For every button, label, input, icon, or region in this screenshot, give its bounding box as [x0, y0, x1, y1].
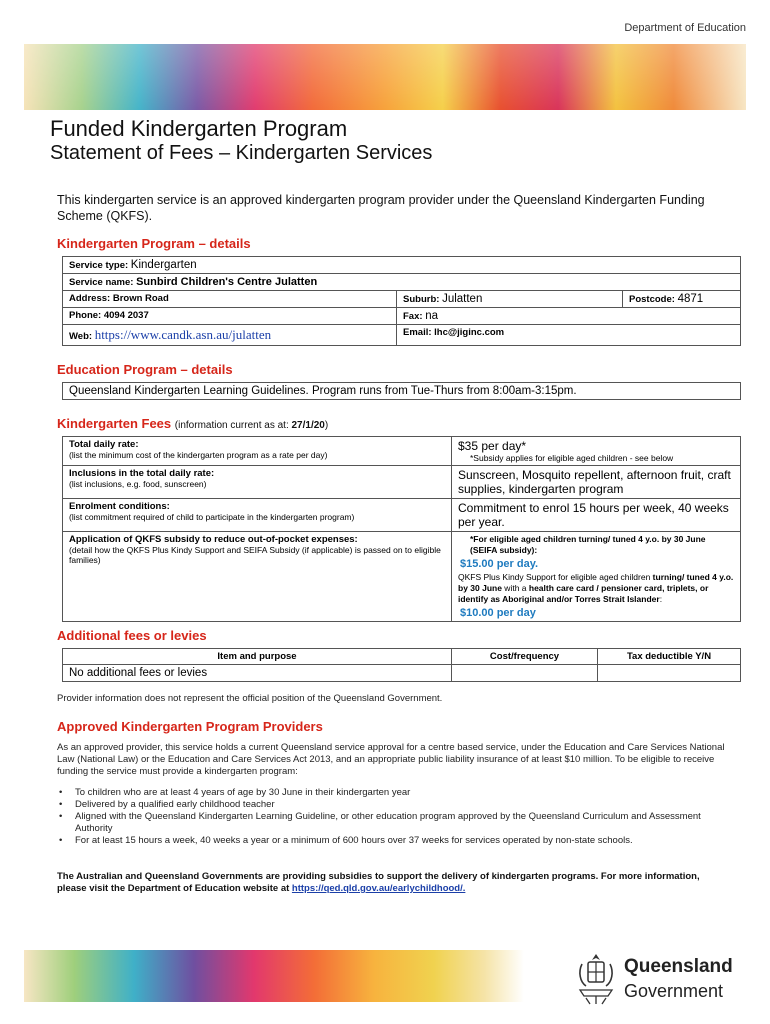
service-name-cell [63, 274, 741, 291]
fees-heading-text: Kindergarten Fees [57, 416, 172, 431]
daily-rate-value: $35 per day* [458, 439, 527, 453]
fax-label: Fax: [403, 311, 423, 322]
address-value: Brown Road [112, 293, 169, 304]
web-label: Web: [69, 331, 93, 342]
list-item: • To children who are at least 4 years of age by 30 June in their kindergarten year [57, 787, 725, 799]
program-details-table [62, 256, 741, 346]
suburb-cell [397, 291, 623, 308]
postcode-label: Postcode: [629, 294, 675, 305]
department-label: Department of Education [624, 22, 746, 34]
rainbow-banner-bottom-graphic [24, 950, 524, 1002]
education-program-table [62, 382, 741, 400]
education-website-link[interactable]: https://qed.qld.gov.au/earlychildhood/. [291, 883, 466, 894]
inclusions-cell [63, 466, 452, 499]
additional-cost [452, 665, 598, 682]
plus-text-5: : [659, 594, 663, 604]
page-title: Funded Kindergarten Program [50, 116, 348, 141]
logo-queensland-text: Queensland [624, 956, 733, 977]
postcode-cell [623, 291, 741, 308]
plus-text-2: turning/ tuned 4 y.o. by 30 June [458, 572, 734, 593]
fees-heading [57, 416, 328, 431]
daily-rate-note: *Subsidy applies for eligible aged children - see below [470, 453, 674, 463]
service-name-label: Service name: [69, 277, 134, 288]
additional-tax [598, 665, 741, 682]
education-program-text: Queensland Kindergarten Learning Guidelines. Program runs from Tue-Thurs from 8:00am-3:15pm. [63, 383, 741, 400]
fees-note [175, 420, 328, 431]
fax-value: na [425, 310, 438, 322]
daily-rate-label: Total daily rate: [69, 439, 139, 450]
subsidy-hint: (detail how the QKFS Plus Kindy Support and SEIFA Subsidy (if applicable) is passed on to eligible families) [69, 545, 441, 565]
inclusions-label: Inclusions in the total daily rate: [69, 468, 215, 479]
fees-note-prefix: (information current as at: [174, 420, 292, 431]
queensland-crest-icon [574, 950, 618, 1006]
web-cell [63, 325, 397, 346]
address-cell [63, 291, 397, 308]
plus-text [458, 572, 734, 605]
plus-text-3: with a [501, 583, 529, 593]
email-cell [397, 325, 741, 346]
rainbow-banner-bottom [24, 950, 524, 1002]
additional-fees-table [62, 648, 741, 682]
phone-label: Phone: [69, 310, 102, 321]
web-link[interactable]: https://www.candk.asn.au/julatten [94, 327, 272, 342]
enrolment-label: Enrolment conditions: [69, 501, 170, 512]
final-note [57, 871, 725, 895]
list-item: • Aligned with the Queensland Kindergarten Learning Guideline, or other education program approved by the Queensland Curriculum and Assessment Authority [57, 811, 725, 835]
plus-amount: $10.00 per day [460, 607, 536, 619]
phone-cell [63, 308, 397, 325]
education-program-heading: Education Program – details [57, 362, 233, 377]
email-value: lhc@jiginc.com [434, 327, 505, 338]
col-cost-frequency: Cost/frequency [452, 649, 598, 665]
enrolment-value: Commitment to enrol 15 hours per week, 40 weeks per year. [452, 499, 741, 532]
service-type-label: Service type: [69, 260, 129, 271]
fax-cell [397, 308, 741, 325]
plus-text-4: health care card / pensioner card, triplets, or identify as Aboriginal and/or Torres Strait Islander [458, 583, 709, 604]
providers-text: As an approved provider, this service holds a current Queensland service approval for a centre based service, under the Education and Care Services National Law (National Law) or the Education and Care Services Act 2013, and an appropriate public liability insurance of at least $10 million. To be eligible to receive funding the service must provide a kindergarten program: [57, 742, 725, 777]
list-item: • Delivered by a qualified early childhood teacher [57, 799, 725, 811]
subsidy-cell [63, 532, 452, 622]
queensland-government-logo [574, 950, 749, 1008]
rainbow-banner-graphic [24, 44, 746, 110]
additional-fees-heading: Additional fees or levies [57, 628, 207, 643]
rainbow-banner [24, 44, 746, 110]
providers-bullet-list [57, 787, 725, 847]
intro-text: This kindergarten service is an approved kindergarten program provider under the Queensland Kindergarten Funding Scheme (QKFS). [57, 193, 705, 223]
subsidy-label: Application of QKFS subsidy to reduce out-of-pocket expenses: [69, 534, 358, 545]
postcode-value: 4871 [677, 293, 704, 305]
phone-value: 4094 2037 [103, 310, 149, 321]
daily-rate-cell [63, 437, 452, 466]
suburb-value: Julatten [442, 293, 483, 305]
address-label: Address: [69, 293, 111, 304]
logo-government-text: Government [624, 981, 724, 1001]
inclusions-value: Sunscreen, Mosquito repellent, afternoon fruit, craft supplies, kindergarten program [452, 466, 741, 499]
page-subtitle: Statement of Fees – Kindergarten Services [50, 142, 433, 164]
service-name-value: Sunbird Children's Centre Julatten [136, 276, 318, 288]
program-details-heading: Kindergarten Program – details [57, 236, 251, 251]
enrolment-hint: (list commitment required of child to participate in the kindergarten program) [69, 512, 355, 522]
service-type-value: Kindergarten [130, 259, 197, 271]
disclaimer-text: Provider information does not represent the official position of the Queensland Government. [57, 693, 443, 704]
enrolment-cell [63, 499, 452, 532]
col-item-purpose: Item and purpose [63, 649, 452, 665]
plus-text-1: QKFS Plus Kindy Support for eligible aged children [458, 572, 653, 582]
fees-table [62, 436, 741, 622]
service-type-cell [63, 257, 741, 274]
suburb-label: Suburb: [403, 294, 440, 305]
seifa-text: *For eligible aged children turning/ tuned 4 y.o. by 30 June (SEIFA subsidy): [470, 534, 706, 555]
daily-rate-hint: (list the minimum cost of the kindergarten program as a rate per day) [69, 450, 328, 460]
additional-item: No additional fees or levies [63, 665, 452, 682]
list-item: • For at least 15 hours a week, 40 weeks a year or a minimum of 600 hours over 37 weeks for services operated by non-state schools. [57, 835, 725, 847]
providers-heading: Approved Kindergarten Program Providers [57, 719, 323, 734]
col-tax-deductible: Tax deductible Y/N [598, 649, 741, 665]
subsidy-value-cell [452, 532, 741, 622]
fees-note-date: 27/1/20 [291, 420, 325, 431]
fees-note-suffix: ) [324, 420, 329, 431]
email-label: Email: [403, 327, 432, 338]
daily-rate-value-cell [452, 437, 741, 466]
inclusions-hint: (list inclusions, e.g. food, sunscreen) [69, 479, 207, 489]
seifa-amount: $15.00 per day. [460, 558, 539, 570]
final-note-text: The Australian and Queensland Governments are providing subsidies to support the delivery of kindergarten programs. For more information, please visit the Department of Education website at [57, 871, 700, 894]
